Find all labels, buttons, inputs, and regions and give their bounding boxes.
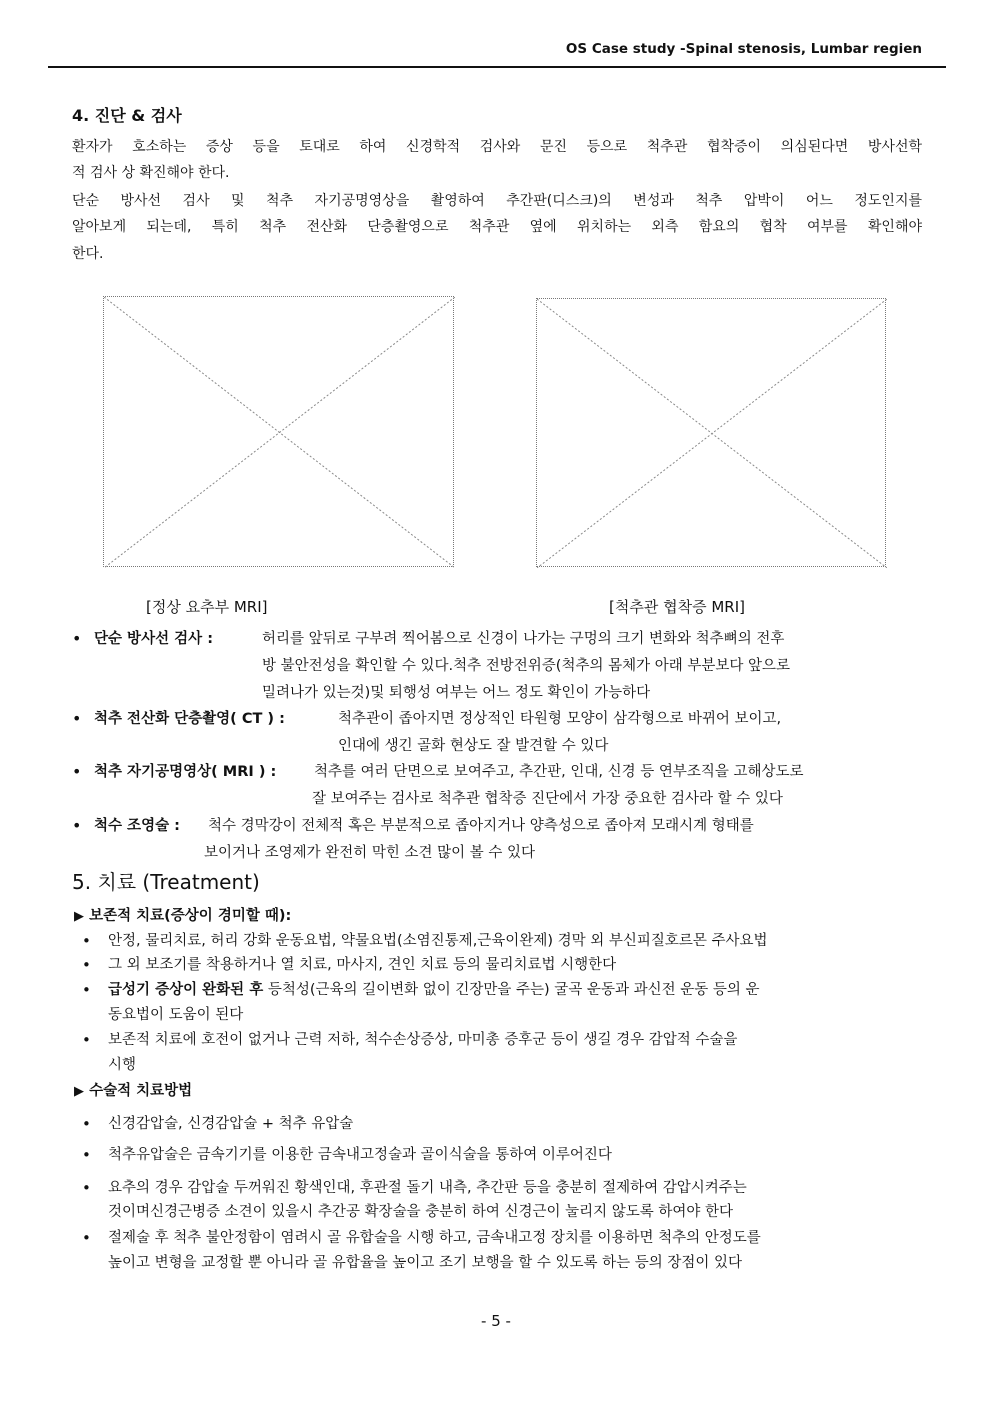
list-item-text: 것이며신경근병증 소견이 있을시 추간공 확장술을 충분히 하여 신경근이 눌리지 않도록 하여야 한다 bbox=[108, 1204, 733, 1220]
list-item-text: 동요법이 도움이 된다 bbox=[108, 1007, 244, 1023]
list-item-text: 그 외 보조기를 착용하거나 열 치료, 마사지, 견인 치료 등의 물리치료법 시행한다 bbox=[108, 957, 617, 973]
bullet-icon: • bbox=[82, 1179, 91, 1197]
image-placeholder-cross bbox=[537, 299, 887, 568]
bullet-icon: • bbox=[82, 1031, 91, 1049]
header-title: OS Case study -Spinal stenosis, Lumbar regien bbox=[565, 41, 922, 57]
list-item-text: 요추의 경우 감압술 두꺼워진 황색인대, 후관절 돌기 내측, 추간판 등을 충분히 절제하여 감압시켜주는 bbox=[108, 1180, 747, 1196]
term-separator: : bbox=[202, 631, 214, 647]
image-caption-normal: [정상 요추부 MRI] bbox=[146, 598, 268, 616]
page-number: - 5 - bbox=[481, 1312, 511, 1330]
list-item-text: 신경감압술, 신경감압술 + 척추 유압술 bbox=[108, 1116, 354, 1132]
test-desc: 척추를 여러 단면으로 보여주고, 추간판, 인대, 신경 등 연부조직을 고해상도로 bbox=[314, 764, 804, 780]
test-desc: 밀려나가 있는것)및 퇴행성 여부는 어느 정도 확인이 가능하다 bbox=[262, 685, 651, 701]
list-item-text: 시행 bbox=[108, 1057, 137, 1073]
section-4-title: 4. 진단 & 검사 bbox=[72, 106, 182, 125]
list-item bbox=[82, 953, 924, 977]
list-item bbox=[82, 1176, 924, 1226]
list-item bbox=[72, 706, 922, 760]
term-separator: : bbox=[169, 818, 180, 834]
bullet-icon: • bbox=[82, 1146, 91, 1164]
triangle-right-icon: ▶ bbox=[74, 909, 84, 924]
list-item-text: 절제술 후 척추 불안정함이 염려시 골 유합술을 시행 하고, 금속내고정 장치를 이용하면 척추의 안정도를 bbox=[108, 1230, 761, 1246]
list-item-text: 보존적 치료에 호전이 없거나 근력 저하, 척수손상증상, 마미총 증후군 등이 생길 경우 감압적 수술을 bbox=[108, 1032, 738, 1048]
list-item bbox=[72, 813, 922, 867]
test-desc: 척추관이 좁아지면 정상적인 타원형 모양이 삼각형으로 바뀌어 보이고, bbox=[338, 711, 782, 727]
term-separator: : bbox=[265, 764, 277, 780]
list-item bbox=[72, 759, 922, 813]
image-caption-stenosis: [척추관 협착증 MRI] bbox=[609, 598, 745, 616]
triangle-right-icon: ▶ bbox=[74, 1084, 84, 1099]
list-item-text: 등척성(근육의 길이변화 없이 긴장만을 주는) 굴곡 운동과 과신전 운동 등의 운 bbox=[263, 982, 760, 998]
bullet-icon: • bbox=[72, 629, 82, 648]
test-term: 척추 자기공명영상( MRI ) bbox=[94, 764, 266, 780]
conservative-heading bbox=[74, 904, 291, 925]
paragraph-line: 적 검사 상 확진해야 한다. bbox=[72, 165, 230, 181]
normal-mri-image-placeholder bbox=[103, 296, 454, 567]
bullet-icon: • bbox=[82, 1115, 91, 1133]
list-item-text: 높이고 변형을 교정할 뿐 아니라 골 유합율을 높이고 조기 보행을 할 수 있도록 하는 등의 장점이 있다 bbox=[108, 1255, 743, 1271]
bullet-icon: • bbox=[82, 981, 91, 999]
list-item-bold-text: 급성기 증상이 완화된 후 bbox=[108, 982, 264, 998]
list-item bbox=[72, 626, 922, 706]
section-5-title: 5. 치료 (Treatment) bbox=[72, 870, 260, 894]
test-term: 척수 조영술 bbox=[94, 818, 170, 834]
list-item-text: 척추유압술은 금속기기를 이용한 금속내고정술과 골이식술을 통하여 이루어진다 bbox=[108, 1147, 612, 1163]
test-desc: 보이거나 조영제가 완전히 막힌 소견 많이 볼 수 있다 bbox=[204, 845, 536, 861]
bullet-icon: • bbox=[82, 956, 91, 974]
test-desc: 방 불안전성을 확인할 수 있다.척추 전방전위증(척추의 몸체가 아래 부분보다 앞으로 bbox=[262, 658, 790, 674]
test-term: 단순 방사선 검사 bbox=[94, 631, 203, 647]
bullet-icon: • bbox=[82, 932, 91, 950]
list-item bbox=[82, 978, 924, 1028]
list-item bbox=[82, 1143, 924, 1167]
list-item bbox=[82, 929, 924, 953]
paragraph-line: 단순 방사선 검사 및 척추 자기공명영상을 촬영하여 추간판(디스크)의 변성과 척추 압박이 어느 정도인지를 bbox=[72, 193, 922, 209]
surgical-heading-text: 수술적 치료방법 bbox=[89, 1083, 193, 1099]
conservative-heading-text: 보존적 치료(증상이 경미할 때): bbox=[89, 908, 292, 924]
list-item bbox=[82, 1226, 924, 1276]
test-term: 척추 전산화 단층촬영( CT ) bbox=[94, 711, 275, 727]
test-desc: 잘 보여주는 검사로 척추관 협착증 진단에서 가장 중요한 검사라 할 수 있다 bbox=[312, 791, 783, 807]
bullet-icon: • bbox=[82, 1229, 91, 1247]
bullet-icon: • bbox=[72, 816, 82, 835]
stenosis-mri-image-placeholder bbox=[536, 298, 886, 567]
surgical-heading bbox=[74, 1079, 192, 1100]
bullet-icon: • bbox=[72, 709, 82, 728]
bullet-icon: • bbox=[72, 762, 82, 781]
page-header bbox=[48, 38, 946, 68]
test-desc: 인대에 생긴 골화 현상도 잘 발견할 수 있다 bbox=[338, 738, 609, 754]
list-item bbox=[82, 1112, 924, 1136]
list-item bbox=[82, 1028, 924, 1078]
paragraph-line: 한다. bbox=[72, 246, 104, 262]
term-separator: : bbox=[274, 711, 285, 727]
test-desc: 척수 경막강이 전체적 혹은 부분적으로 좁아지거나 양측성으로 좁아져 모래시계 형태를 bbox=[208, 818, 754, 834]
paragraph-line: 알아보게 되는데, 특히 척추 전산화 단층촬영으로 척추관 옆에 위치하는 외측 함요의 협착 여부를 확인해야 bbox=[72, 219, 922, 235]
image-placeholder-cross bbox=[104, 297, 455, 568]
paragraph-line: 환자가 호소하는 증상 등을 토대로 하여 신경학적 검사와 문진 등으로 척추관 협착증이 의심된다면 방사선학 bbox=[72, 139, 922, 155]
test-desc: 허리를 앞뒤로 구부려 찍어봄으로 신경이 나가는 구멍의 크기 변화와 척추뼈의 전후 bbox=[262, 631, 785, 647]
list-item-text: 안정, 물리치료, 허리 강화 운동요법, 약물요법(소염진통제,근육이완제) 경막 외 부신피질호르몬 주사요법 bbox=[108, 933, 768, 949]
